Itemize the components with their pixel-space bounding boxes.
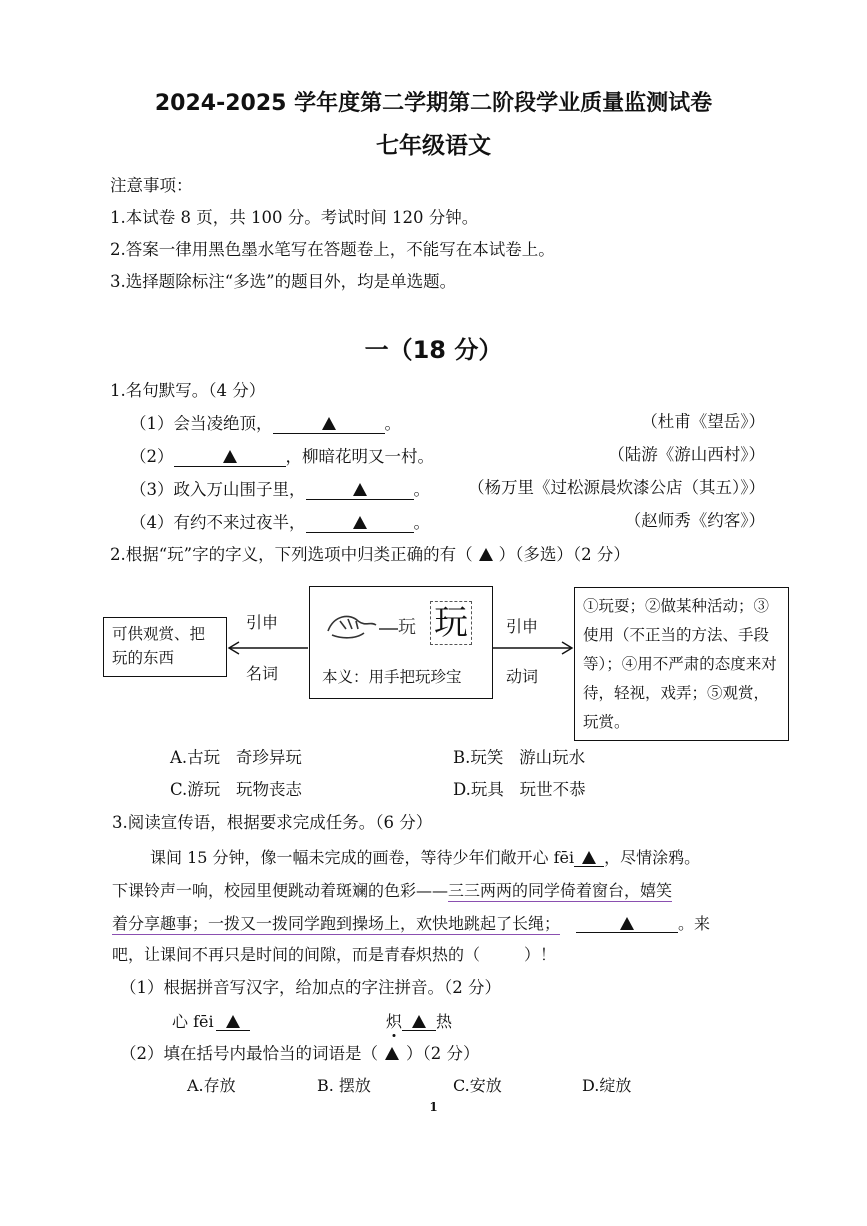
q1-source-3: （杨万里《过松源晨炊漆公店（其五）》） — [468, 478, 765, 497]
origin-meaning-box — [309, 586, 493, 699]
q3-sub1-b: 炽 热 — [386, 1012, 453, 1031]
q1-source-4: （赵师秀《约客》） — [624, 511, 765, 530]
q1-source-1: （杜甫《望岳》） — [641, 412, 765, 431]
answer-blank[interactable] — [576, 916, 678, 933]
page-number: 1 — [429, 1100, 438, 1114]
triangle-icon — [385, 1047, 399, 1060]
triangle-icon — [412, 1015, 426, 1028]
arrow-icon — [378, 625, 400, 633]
q3-option-d[interactable]: D.绽放 — [582, 1076, 632, 1095]
triangle-icon — [620, 917, 634, 930]
q1-source-2: （陆游《游山西村》） — [608, 445, 765, 464]
triangle-icon — [353, 483, 367, 496]
answer-blank[interactable] — [174, 449, 286, 467]
q1-line-2: （2） ，柳暗花明又一村。 — [130, 447, 434, 466]
q3-para-line-2: 下课铃声一响，校园里便跳动着斑斓的色彩——三三两两的同学倚着窗台，嬉笑 — [112, 881, 673, 900]
triangle-icon — [322, 417, 336, 430]
right-arrow-label-top: 引申 — [506, 617, 539, 636]
seal-glyph: 玩 — [398, 617, 416, 638]
notes-heading: 注意事项： — [110, 176, 193, 195]
q3-option-a[interactable]: A.存放 — [187, 1076, 236, 1095]
q2-option-b[interactable]: B.玩笑 游山玩水 — [453, 748, 586, 767]
triangle-icon — [582, 851, 596, 864]
verb-meaning-box — [574, 587, 789, 741]
q1-line-4: （4）有约不来过夜半， 。 — [130, 513, 430, 532]
character-wan: 玩 — [430, 601, 472, 645]
q3-sub1-a: 心 fēi — [172, 1009, 250, 1032]
q3-sub2-stem: （2）填在括号内最恰当的词语是（ ）（2 分） — [120, 1044, 480, 1063]
q2-option-d[interactable]: D.玩具 玩世不恭 — [453, 780, 586, 799]
answer-blank[interactable] — [306, 482, 414, 500]
q3-para-line-4: 吧，让课间不再只是时间的间隙，而是青春炽热的（ ）！ — [112, 945, 557, 964]
q2-stem: 2.根据“玩”字的字义，下列选项中归类正确的有（ ）（多选）（2 分） — [110, 545, 630, 564]
answer-blank[interactable] — [574, 850, 604, 867]
verb-meaning-text: ①玩耍；②做某种活动；③使用（不正当的方法、手段等）；④用不严肃的态度来对待，轻视，戏弄；⑤观赏，玩赏。 — [583, 597, 777, 731]
right-arrow-label-bottom: 动词 — [506, 667, 539, 686]
q1-line-3: （3）政入万山围子里， 。 — [130, 480, 430, 499]
triangle-icon — [223, 450, 237, 463]
q3-stem: 3.阅读宣传语，根据要求完成任务。（6 分） — [112, 813, 433, 832]
answer-blank[interactable] — [273, 416, 385, 434]
answer-blank[interactable] — [402, 1014, 436, 1031]
note-item: 1.本试卷 8 页，共 100 分。考试时间 120 分钟。 — [110, 208, 479, 227]
q3-para-line-3: 着分享趣事；一拨又一拨同学跑到操场上，欢快地跳起了长绳； 。来 — [112, 914, 711, 933]
noun-meaning-box — [103, 617, 227, 677]
noun-meaning-text: 可供观赏、把玩的东西 — [112, 625, 206, 667]
exam-subtitle: 七年级语文 — [376, 133, 491, 159]
hand-jade-icon — [322, 609, 380, 643]
left-arrow-label-bottom: 名词 — [246, 664, 279, 683]
q3-para-line-1: 课间 15 分钟，像一幅未完成的画卷，等待少年们敞开心 fēi ，尽情涂鸦。 — [150, 848, 701, 867]
section-heading: 一（18 分） — [364, 336, 503, 364]
q3-option-b[interactable]: B. 摆放 — [317, 1076, 371, 1095]
origin-caption: 本义：用手把玩珍宝 — [322, 668, 462, 686]
note-item: 3.选择题除标注“多选”的题目外，均是单选题。 — [110, 272, 457, 291]
q1-stem: 1.名句默写。（4 分） — [110, 381, 266, 400]
q1-line-1: （1）会当凌绝顶， 。 — [130, 414, 401, 433]
q2-option-c[interactable]: C.游玩 玩物丧志 — [170, 780, 303, 799]
q3-sub1-stem: （1）根据拼音写汉字，给加点的字注拼音。（2 分） — [120, 978, 501, 997]
answer-blank[interactable] — [216, 1014, 250, 1031]
answer-blank[interactable] — [306, 515, 414, 533]
triangle-icon — [353, 516, 367, 529]
q2-option-a[interactable]: A.古玩 奇珍异玩 — [170, 748, 302, 767]
note-item: 2.答案一律用黑色墨水笔写在答题卷上，不能写在本试卷上。 — [110, 240, 555, 259]
triangle-icon — [479, 548, 493, 561]
exam-title: 2024-2025 学年度第二学期第二阶段学业质量监测试卷 — [154, 91, 713, 116]
q3-option-c[interactable]: C.安放 — [453, 1076, 502, 1095]
triangle-icon — [226, 1015, 240, 1028]
left-arrow-label-top: 引申 — [246, 613, 279, 632]
